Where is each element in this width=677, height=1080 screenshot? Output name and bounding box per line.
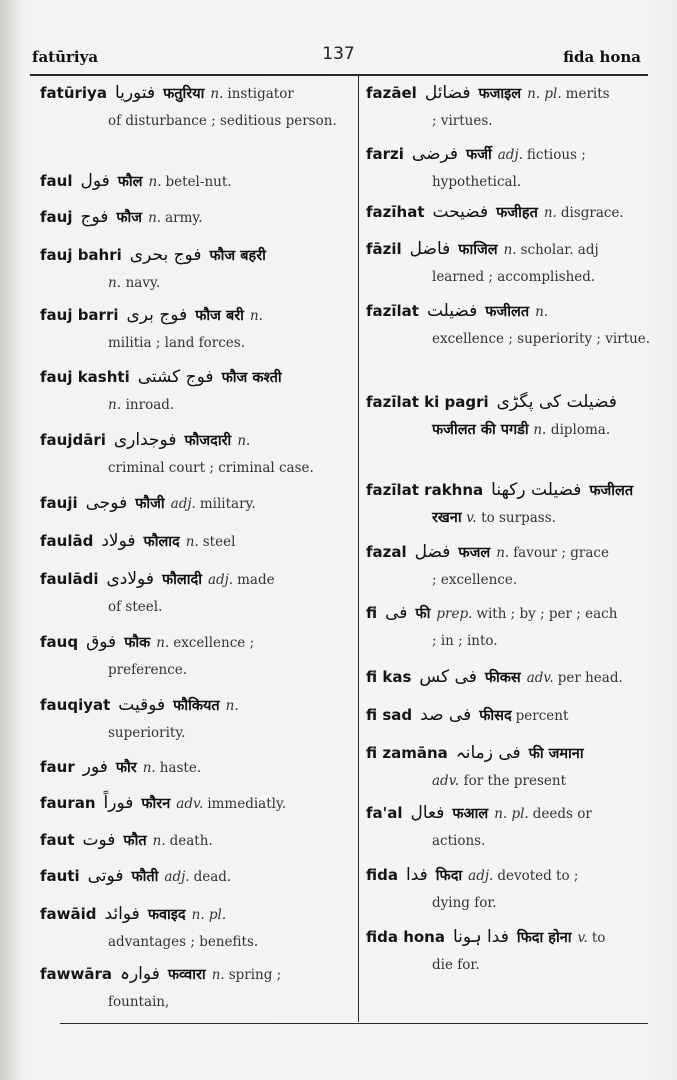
- dictionary-entry: [40, 754, 348, 782]
- headword: fauj: [40, 208, 73, 226]
- part-of-speech: adj.: [468, 868, 494, 884]
- definition-continued: ; excellence.: [432, 572, 518, 588]
- headword: faul: [40, 172, 73, 190]
- definition-continued: diploma.: [550, 422, 611, 438]
- part-of-speech: n.: [249, 308, 263, 324]
- entry-first-line: [366, 800, 656, 828]
- devanagari-script: फौर: [115, 760, 137, 776]
- headword: fa'al: [366, 804, 403, 822]
- entry-first-line: [40, 827, 348, 855]
- devanagari-script: फिदा होना: [516, 930, 572, 946]
- dictionary-entry: [40, 490, 348, 518]
- header-rule: [30, 74, 648, 76]
- definition-continued: hypothetical.: [432, 174, 522, 190]
- urdu-script: فضائل: [424, 83, 471, 103]
- definition: death.: [169, 833, 213, 849]
- entry-first-line: [40, 629, 348, 657]
- entry-continuation: [40, 720, 348, 747]
- part-of-speech: v.: [577, 930, 588, 946]
- urdu-script: فوج بری: [126, 305, 188, 325]
- entry-continuation: [366, 828, 656, 855]
- definition-continued: superiority.: [108, 725, 186, 741]
- entry-continuation: [366, 169, 656, 196]
- devanagari-script: फौज: [116, 210, 143, 226]
- definition: favour ; grace: [513, 545, 609, 561]
- devanagari-script: फौत: [123, 833, 147, 849]
- urdu-script: فعال: [410, 803, 445, 823]
- devanagari-script: फीकस: [484, 670, 521, 686]
- part-of-speech: n.: [185, 534, 199, 550]
- part-of-speech: n.: [503, 242, 517, 258]
- binding-shadow: [0, 0, 22, 1080]
- part-of-speech: n.: [543, 205, 557, 221]
- headword: fazīhat: [366, 203, 425, 221]
- headword: faut: [40, 831, 75, 849]
- devanagari-script: फवाइद: [147, 907, 186, 923]
- definition: devoted to ;: [497, 868, 579, 884]
- running-head-last-word: fida hona: [563, 48, 641, 66]
- devanagari-script: फजल: [458, 545, 491, 561]
- entry-continuation: [366, 417, 656, 444]
- dictionary-entry: [366, 600, 656, 655]
- headword: faulādi: [40, 570, 99, 588]
- devanagari-script: फजीलत: [485, 304, 530, 320]
- part-of-speech: n.: [142, 760, 156, 776]
- urdu-script: فوراً: [103, 793, 134, 813]
- part-of-speech: adv.: [526, 670, 554, 686]
- entry-continuation: [40, 455, 348, 482]
- part-of-speech: n. pl.: [494, 806, 529, 822]
- definition-continued: navy.: [125, 275, 161, 291]
- dictionary-entry: [366, 539, 656, 594]
- dictionary-entry: [40, 790, 348, 818]
- entry-continuation: [40, 108, 348, 135]
- entry-first-line: [40, 204, 348, 232]
- entry-first-line: [366, 539, 656, 567]
- headword: fawāid: [40, 905, 97, 923]
- headword: faur: [40, 758, 75, 776]
- entry-continuation: [366, 628, 656, 655]
- dictionary-entry: [366, 298, 656, 353]
- entry-first-line: [40, 901, 348, 929]
- entry-continuation: [366, 952, 656, 979]
- urdu-script: فوائد: [104, 904, 140, 924]
- column-divider: [358, 76, 359, 1022]
- dictionary-entry: [40, 528, 348, 556]
- devanagari-script: फव्वारा: [167, 967, 206, 983]
- definition: merits: [565, 86, 610, 102]
- dictionary-entry: [40, 302, 348, 357]
- urdu-script: فوجی: [85, 493, 128, 513]
- dictionary-entry: [366, 477, 656, 532]
- part-of-speech: adv.: [176, 796, 204, 812]
- urdu-script: فوق: [86, 632, 117, 652]
- definition: deeds or: [532, 806, 592, 822]
- definition-continued: fountain,: [108, 994, 170, 1010]
- devanagari-script: फौक: [124, 635, 151, 651]
- entry-continuation: [40, 929, 348, 956]
- part-of-speech: adj.: [207, 572, 234, 588]
- devanagari-script: फजीलत की पगडी: [432, 422, 529, 438]
- entry-first-line: [366, 600, 656, 628]
- devanagari-script: फौलाद: [143, 534, 180, 550]
- dictionary-entry: [366, 664, 656, 692]
- entry-continuation: [40, 657, 348, 684]
- urdu-script: فی صد: [420, 705, 472, 725]
- part-of-speech: adj.: [170, 496, 196, 512]
- entry-first-line: [40, 863, 348, 891]
- entry-first-line: [366, 924, 656, 952]
- part-of-speech: adj.: [497, 147, 523, 163]
- dictionary-entry: [366, 862, 656, 917]
- definition-continued: advantages ; benefits.: [108, 934, 259, 950]
- headword: fazīlat ki pagri: [366, 393, 489, 411]
- dictionary-entry: [366, 740, 656, 795]
- entry-continuation: [40, 392, 348, 419]
- definition-continued: inroad.: [125, 397, 175, 413]
- entry-continuation: [40, 330, 348, 357]
- entry-first-line: [40, 490, 348, 518]
- urdu-script: فوقیت: [118, 695, 166, 715]
- urdu-script: فول: [80, 171, 110, 191]
- entry-first-line: [40, 754, 348, 782]
- devanagari-script: फौजी: [135, 496, 165, 512]
- urdu-script: فدا: [405, 865, 428, 885]
- devanagari-script: फौज बहरी: [209, 248, 266, 264]
- definition: instigator: [227, 86, 294, 102]
- entry-first-line: [40, 790, 348, 818]
- dictionary-entry: [366, 924, 656, 979]
- definition-continued: preference.: [108, 662, 188, 678]
- devanagari-script: फाजिल: [458, 242, 498, 258]
- dictionary-entry: [40, 961, 348, 1016]
- headword: fauq: [40, 633, 79, 651]
- definition-continued: to surpass.: [481, 510, 556, 526]
- part-of-speech: n.: [225, 698, 239, 714]
- entry-first-line: [40, 242, 348, 270]
- entry-continuation: [40, 594, 348, 621]
- devanagari-script: फर्जी: [466, 147, 492, 163]
- part-of-speech: n.: [148, 174, 162, 190]
- urdu-script: فوتی: [87, 866, 124, 886]
- urdu-script: فضیلت کی پگڑی: [496, 392, 617, 412]
- dictionary-entry: [40, 629, 348, 684]
- dictionary-entry: [366, 141, 656, 196]
- part-of-speech: n.: [156, 635, 170, 651]
- urdu-script: فوج: [80, 207, 109, 227]
- dictionary-entry: [40, 364, 348, 419]
- part-of-speech: n.: [108, 275, 121, 291]
- entry-first-line: [40, 692, 348, 720]
- headword: fauti: [40, 867, 80, 885]
- dictionary-entry: [366, 800, 656, 855]
- urdu-script: فضیلت: [426, 301, 478, 321]
- dictionary-entry: [40, 827, 348, 855]
- entry-first-line: [366, 389, 656, 417]
- dictionary-entry: [40, 692, 348, 747]
- devanagari-script: फआल: [452, 806, 489, 822]
- definition-continued: die for.: [432, 957, 480, 973]
- entry-first-line: [366, 199, 656, 227]
- urdu-script: فاضل: [409, 239, 451, 259]
- devanagari-script: फजीहत: [496, 205, 538, 221]
- urdu-script: فوت: [82, 830, 116, 850]
- dictionary-entry: [40, 168, 348, 196]
- urdu-script: فوج بحری: [129, 245, 202, 265]
- devanagari-script: फौती: [131, 869, 159, 885]
- headword: fida hona: [366, 928, 445, 946]
- entry-continuation: [40, 270, 348, 297]
- urdu-script: فی کس: [419, 667, 477, 687]
- dictionary-entry: [40, 427, 348, 482]
- definition-continued: learned ; accomplished.: [432, 269, 596, 285]
- headword: farzi: [366, 145, 404, 163]
- urdu-script: فی زمانہ: [455, 743, 521, 763]
- entry-continuation: [366, 326, 656, 353]
- definition: scholar. adj: [520, 242, 599, 258]
- urdu-script: فور: [82, 757, 108, 777]
- part-of-speech: v.: [466, 510, 477, 526]
- devanagari-script: फौज बरी: [195, 308, 244, 324]
- part-of-speech: n.: [535, 304, 549, 320]
- entry-first-line: [366, 236, 656, 264]
- headword: fi zamāna: [366, 744, 448, 762]
- urdu-script: فضیلت رکھنا: [491, 480, 582, 500]
- devanagari-script: फौलादी: [161, 572, 202, 588]
- entry-continuation: [366, 890, 656, 917]
- devanagari-script: फी जमाना: [528, 746, 584, 762]
- part-of-speech: n.: [148, 210, 162, 226]
- entry-first-line: [40, 528, 348, 556]
- part-of-speech: prep.: [436, 606, 473, 622]
- dictionary-entry: [366, 389, 656, 444]
- definition-continued: of disturbance ; seditious person.: [108, 113, 337, 129]
- part-of-speech: n.: [496, 545, 510, 561]
- entry-continuation: [366, 108, 656, 135]
- definition: spring ;: [228, 967, 282, 983]
- dictionary-entry: [366, 236, 656, 291]
- entry-first-line: [366, 477, 656, 505]
- devanagari-script: फीसद: [479, 708, 512, 724]
- entry-continuation: [40, 989, 348, 1016]
- dictionary-entry: [366, 199, 656, 227]
- part-of-speech: n.: [237, 433, 251, 449]
- definition-continued: actions.: [432, 833, 486, 849]
- part-of-speech: adj.: [164, 869, 190, 885]
- headword: fauqiyat: [40, 696, 111, 714]
- definition: betel-nut.: [165, 174, 232, 190]
- urdu-script: فولاد: [101, 531, 136, 551]
- entry-first-line: [40, 302, 348, 330]
- dictionary-entry: [40, 566, 348, 621]
- headword: fida: [366, 866, 398, 884]
- definition: military.: [199, 496, 256, 512]
- definition: army.: [165, 210, 203, 226]
- devanagari-script: रखना: [432, 510, 462, 526]
- definition: made: [237, 572, 275, 588]
- dictionary-entry: [366, 80, 656, 135]
- definition: with ; by ; per ; each: [476, 606, 618, 622]
- entry-first-line: [366, 862, 656, 890]
- entry-first-line: [40, 168, 348, 196]
- part-of-speech: n.: [210, 86, 224, 102]
- definition: to: [591, 930, 606, 946]
- definition-continued: ; virtues.: [432, 113, 493, 129]
- devanagari-script: फौरन: [141, 796, 171, 812]
- part-of-speech: n.: [108, 397, 121, 413]
- urdu-script: فضیحت: [432, 202, 489, 222]
- definition: fictious ;: [526, 147, 586, 163]
- dictionary-entry: [40, 80, 348, 135]
- part-of-speech: n. pl.: [527, 86, 562, 102]
- definition-continued: criminal court ; criminal case.: [108, 460, 314, 476]
- entry-first-line: [40, 566, 348, 594]
- headword: fatūriya: [40, 84, 107, 102]
- part-of-speech: n.: [211, 967, 225, 983]
- dictionary-entry: [366, 702, 656, 730]
- entry-first-line: [366, 141, 656, 169]
- headword: fauj barri: [40, 306, 119, 324]
- part-of-speech: n.: [533, 422, 547, 438]
- entry-first-line: [366, 740, 656, 768]
- dictionary-entry: [40, 901, 348, 956]
- dictionary-entry: [40, 204, 348, 232]
- headword: fazāel: [366, 84, 417, 102]
- entry-continuation: [366, 264, 656, 291]
- headword: faulād: [40, 532, 94, 550]
- headword: fauran: [40, 794, 96, 812]
- headword: fauji: [40, 494, 78, 512]
- urdu-script: فوارہ: [120, 964, 160, 984]
- devanagari-script: फौल: [117, 174, 143, 190]
- entry-first-line: [366, 702, 656, 730]
- devanagari-script: फौजदारी: [184, 433, 232, 449]
- definition-continued: for the present: [463, 773, 567, 789]
- definition: steel: [202, 534, 236, 550]
- devanagari-script: फौकियत: [173, 698, 220, 714]
- headword: fauj bahri: [40, 246, 122, 264]
- entry-first-line: [366, 80, 656, 108]
- running-head: [0, 44, 677, 70]
- entry-first-line: [40, 364, 348, 392]
- urdu-script: فولادی: [106, 569, 154, 589]
- headword: fi kas: [366, 668, 412, 686]
- urdu-script: فوجداری: [113, 430, 177, 450]
- footer-rule: [60, 1023, 648, 1024]
- page-number: 137: [322, 44, 355, 64]
- definition-continued: excellence ; superiority ; virtue.: [432, 331, 651, 347]
- entry-first-line: [40, 961, 348, 989]
- definition-continued: ; in ; into.: [432, 633, 498, 649]
- devanagari-script: फतुरिया: [163, 86, 205, 102]
- entry-first-line: [40, 80, 348, 108]
- entry-first-line: [40, 427, 348, 455]
- definition-continued: dying for.: [432, 895, 497, 911]
- headword: fauj kashti: [40, 368, 130, 386]
- headword: fawwāra: [40, 965, 113, 983]
- urdu-script: فدا ہونا: [452, 927, 509, 947]
- part-of-speech: n.: [152, 833, 166, 849]
- devanagari-script: फी: [415, 606, 431, 622]
- devanagari-script: फजीलत: [589, 483, 634, 499]
- entry-continuation: [366, 505, 656, 532]
- definition: immediatly.: [207, 796, 287, 812]
- part-of-speech: adv.: [432, 773, 460, 789]
- definition-continued: militia ; land forces.: [108, 335, 246, 351]
- headword: fi: [366, 604, 378, 622]
- entry-first-line: [366, 664, 656, 692]
- urdu-script: فوج کشتی: [137, 367, 214, 387]
- headword: fazīlat rakhna: [366, 481, 484, 499]
- definition: per head.: [557, 670, 623, 686]
- headword: fāzil: [366, 240, 402, 258]
- urdu-script: فی: [385, 603, 408, 623]
- dictionary-entry: [40, 242, 348, 297]
- definition: haste.: [159, 760, 202, 776]
- headword: fi sad: [366, 706, 413, 724]
- headword: fazīlat: [366, 302, 419, 320]
- entry-continuation: [366, 567, 656, 594]
- running-head-first-word: fatūriya: [32, 48, 99, 66]
- definition: excellence ;: [173, 635, 255, 651]
- devanagari-script: फौज कश्ती: [221, 370, 282, 386]
- headword: fazal: [366, 543, 407, 561]
- devanagari-script: फिदा: [435, 868, 463, 884]
- entry-continuation: [366, 768, 656, 795]
- definition: dead.: [193, 869, 232, 885]
- devanagari-script: फजाइल: [478, 86, 522, 102]
- urdu-script: فتوریا: [114, 83, 156, 103]
- urdu-script: فضل: [414, 542, 451, 562]
- definition: percent: [515, 708, 569, 724]
- definition-continued: of steel.: [108, 599, 163, 615]
- headword: faujdāri: [40, 431, 106, 449]
- definition: disgrace.: [560, 205, 624, 221]
- entry-first-line: [366, 298, 656, 326]
- dictionary-entry: [40, 863, 348, 891]
- part-of-speech: n. pl.: [191, 907, 227, 923]
- urdu-script: فرضی: [411, 144, 459, 164]
